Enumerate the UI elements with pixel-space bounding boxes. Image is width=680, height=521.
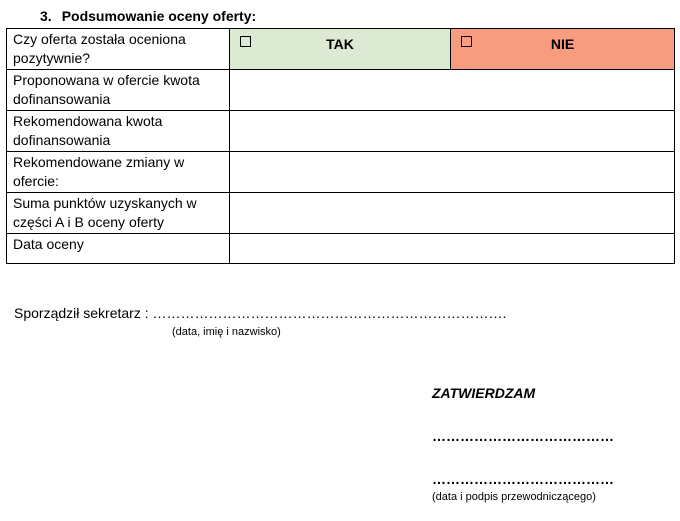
approval-date-line: ………………………………… xyxy=(432,428,614,444)
secretary-hint: (data, imię i nazwisko) xyxy=(172,326,281,338)
approval-signature-line: ………………………………… xyxy=(432,471,614,487)
table-row xyxy=(7,111,675,152)
row-label-evaluation-date: Data oceny xyxy=(7,234,230,264)
option-no-label: NIE xyxy=(550,36,575,52)
proposed-amount-field[interactable] xyxy=(230,70,675,111)
yes-checkbox[interactable] xyxy=(240,36,251,47)
table-row xyxy=(7,152,675,193)
option-yes-label: TAK xyxy=(326,36,354,52)
table-row xyxy=(7,29,675,70)
row-label-proposed-amount: Proponowana w ofercie kwota dofinansowania xyxy=(7,70,230,111)
table-row xyxy=(7,70,675,111)
secretary-signature-line: Sporządził sekretarz : …………………………………………………………………. xyxy=(14,305,507,321)
approval-title: ZATWIERDZAM xyxy=(432,385,536,401)
table-row xyxy=(7,234,675,264)
section-title: Podsumowanie oceny oferty: xyxy=(61,8,257,24)
section-number: 3. xyxy=(40,8,52,24)
no-checkbox[interactable] xyxy=(461,36,472,47)
section-heading xyxy=(40,8,256,24)
row-label-positive: Czy oferta została oceniona pozytywnie? xyxy=(7,29,230,70)
recommended-changes-field[interactable] xyxy=(230,152,675,193)
evaluation-summary-table xyxy=(6,28,675,264)
row-label-recommended-changes: Rekomendowane zmiany w ofercie: xyxy=(7,152,230,193)
row-label-points-sum: Suma punktów uzyskanych w części A i B oceny oferty xyxy=(7,193,230,234)
approval-hint: (data i podpis przewodniczącego) xyxy=(432,491,596,503)
evaluation-date-field[interactable] xyxy=(230,234,675,264)
option-yes-cell[interactable] xyxy=(230,29,451,70)
table-row xyxy=(7,193,675,234)
option-no-cell[interactable] xyxy=(451,29,675,70)
recommended-amount-field[interactable] xyxy=(230,111,675,152)
row-label-recommended-amount: Rekomendowana kwota dofinansowania xyxy=(7,111,230,152)
points-sum-field[interactable] xyxy=(230,193,675,234)
